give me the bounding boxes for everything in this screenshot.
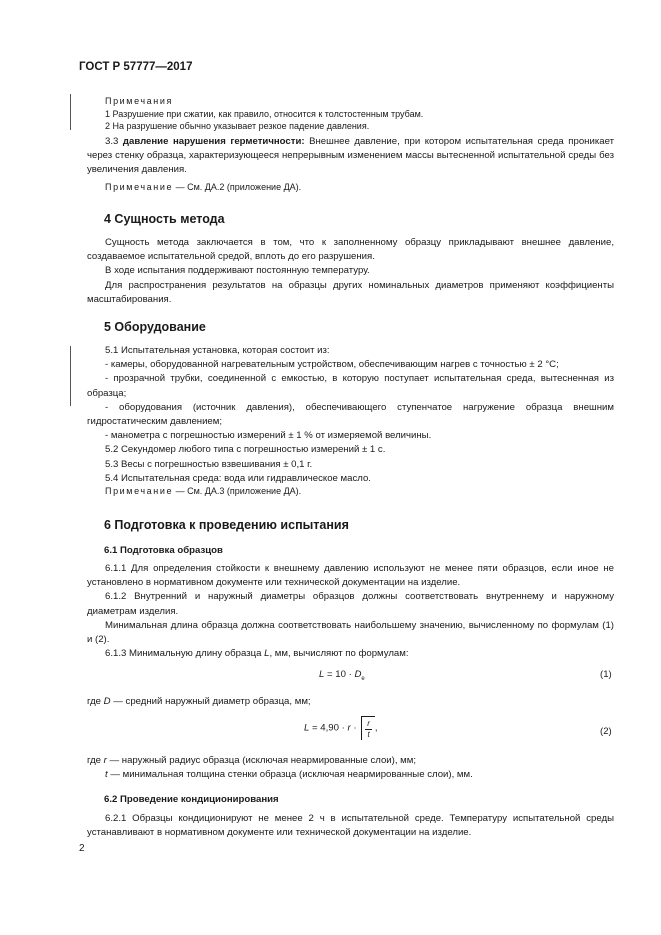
change-bar (70, 346, 71, 406)
square-root (361, 716, 375, 740)
paragraph: 5.2 Секундомер любого типа с погрешностью измерений ± 1 с. (105, 444, 386, 456)
formula-2: L = 4,90 · r · $\frac{r}{t}$ , (304, 716, 378, 740)
note-text: — См. ДА.3 (приложение ДА). (173, 486, 302, 496)
subsection-6-1-heading: 6.1 Подготовка образцов (104, 545, 223, 556)
paragraph: В ходе испытания поддерживают постоянную температуру. (105, 265, 370, 277)
note-da2 (87, 181, 614, 194)
subsection-6-2-heading: 6.2 Проведение кондиционирования (104, 794, 279, 805)
formula-1-number: (1) (600, 669, 612, 680)
section-5-body (87, 344, 614, 486)
section-4-heading: 4 Сущность метода (104, 212, 225, 226)
note-text: — См. ДА.2 (приложение ДА). (173, 182, 302, 192)
page-number: 2 (79, 843, 85, 854)
notes-title: Примечания (105, 96, 173, 106)
notes-block (87, 95, 614, 133)
where-r-t: где r — наружный радиус образца (исключая неармированные слои), мм; t — минимальная толщина стенки образца (исключая неармированные слои), мм. (87, 755, 473, 781)
note-item: 2 На разрушение обычно указывает резкое падение давления. (105, 121, 370, 132)
section-5-heading: 5 Оборудование (104, 320, 206, 334)
section-4-body (87, 236, 614, 307)
paragraph: Минимальная длина образца должна соответствовать наибольшему значению, вычисленному по формулам (1) и (2). (87, 619, 614, 646)
def-number: 3.3 (105, 136, 123, 147)
paragraph: 5.3 Весы с погрешностью взвешивания ± 0,1 г. (105, 458, 313, 470)
formula-2-number: (2) (600, 726, 612, 737)
note-da3 (87, 485, 614, 498)
def-term: давление нарушения герметичности: (122, 136, 305, 147)
paragraph: Для распространения результатов на образцы других номинальных диаметров применяют коэффициенты масштабирования. (87, 279, 614, 305)
where-d: где D — средний наружный диаметр образца, мм; (87, 696, 311, 707)
paragraph: 5.4 Испытательная среда: вода или гидравлическое масло. (105, 472, 371, 484)
paragraph: 6.2.1 Образцы кондиционируют не менее 2 ч в испытательной среде. Температуру испытательной среды устанавливают в нормативном документе или технической документации на изделие. (87, 813, 614, 839)
subsection-6-2-body (87, 812, 614, 840)
formula-1: $L = 10 \cdot D_e$ (319, 669, 365, 682)
paragraph: 6.1.3 Минимальную длину образца L, мм, вычисляют по формулам: (105, 648, 409, 660)
note-label: Примечание (105, 182, 174, 192)
paragraph: 6.1.1 Для определения стойкости к внешнему давлению используют не менее пяти образцов, если иное не установлено в нормативном документе или технической документации на изделие. (87, 563, 614, 589)
subsection-6-1-body (87, 562, 614, 661)
change-bar (70, 94, 71, 130)
note-item: 1 Разрушение при сжатии, как правило, относится к толстостенным трубам. (105, 108, 424, 119)
note-label: Примечание (105, 486, 174, 496)
definition-3-3 (87, 135, 614, 178)
paragraph: Сущность метода заключается в том, что к заполненному образцу прикладывают внешнее давление, создаваемое испытательной средой, вплоть до его разрушения. (87, 237, 614, 263)
fraction: $\frac{r}{t}$ (367, 719, 370, 739)
list-item: - камеры, оборудованной нагревательным устройством, обеспечивающим нагрев с точностью ± 2 °С; (105, 359, 559, 371)
paragraph: 5.1 Испытательная установка, которая состоит из: (105, 345, 330, 356)
paragraph: 6.1.2 Внутренний и наружный диаметры образцов должны соответствовать внутреннему и наружному диаметрам изделия. (87, 591, 614, 617)
standard-header: ГОСТ Р 57777—2017 (79, 61, 193, 73)
list-item: - манометра с погрешностью измерений ± 1 % от измеряемой величины. (105, 430, 432, 442)
section-6-heading: 6 Подготовка к проведению испытания (104, 518, 349, 532)
list-item: - оборудования (источник давления), обеспечивающего ступенчатое нагружение образца внешним гидростатическим давлением; (87, 401, 614, 428)
def-text: Внешнее давление, при котором испытательная среда проникает через стенку образца, характеризующееся непрерывным изменением массы вытесненной испытательной среды без увеличения давления. (87, 136, 614, 176)
list-item: - прозрачной трубки, соединенной с емкостью, в которую поступает испытательная среда, вытесненная из образца; (87, 373, 614, 399)
